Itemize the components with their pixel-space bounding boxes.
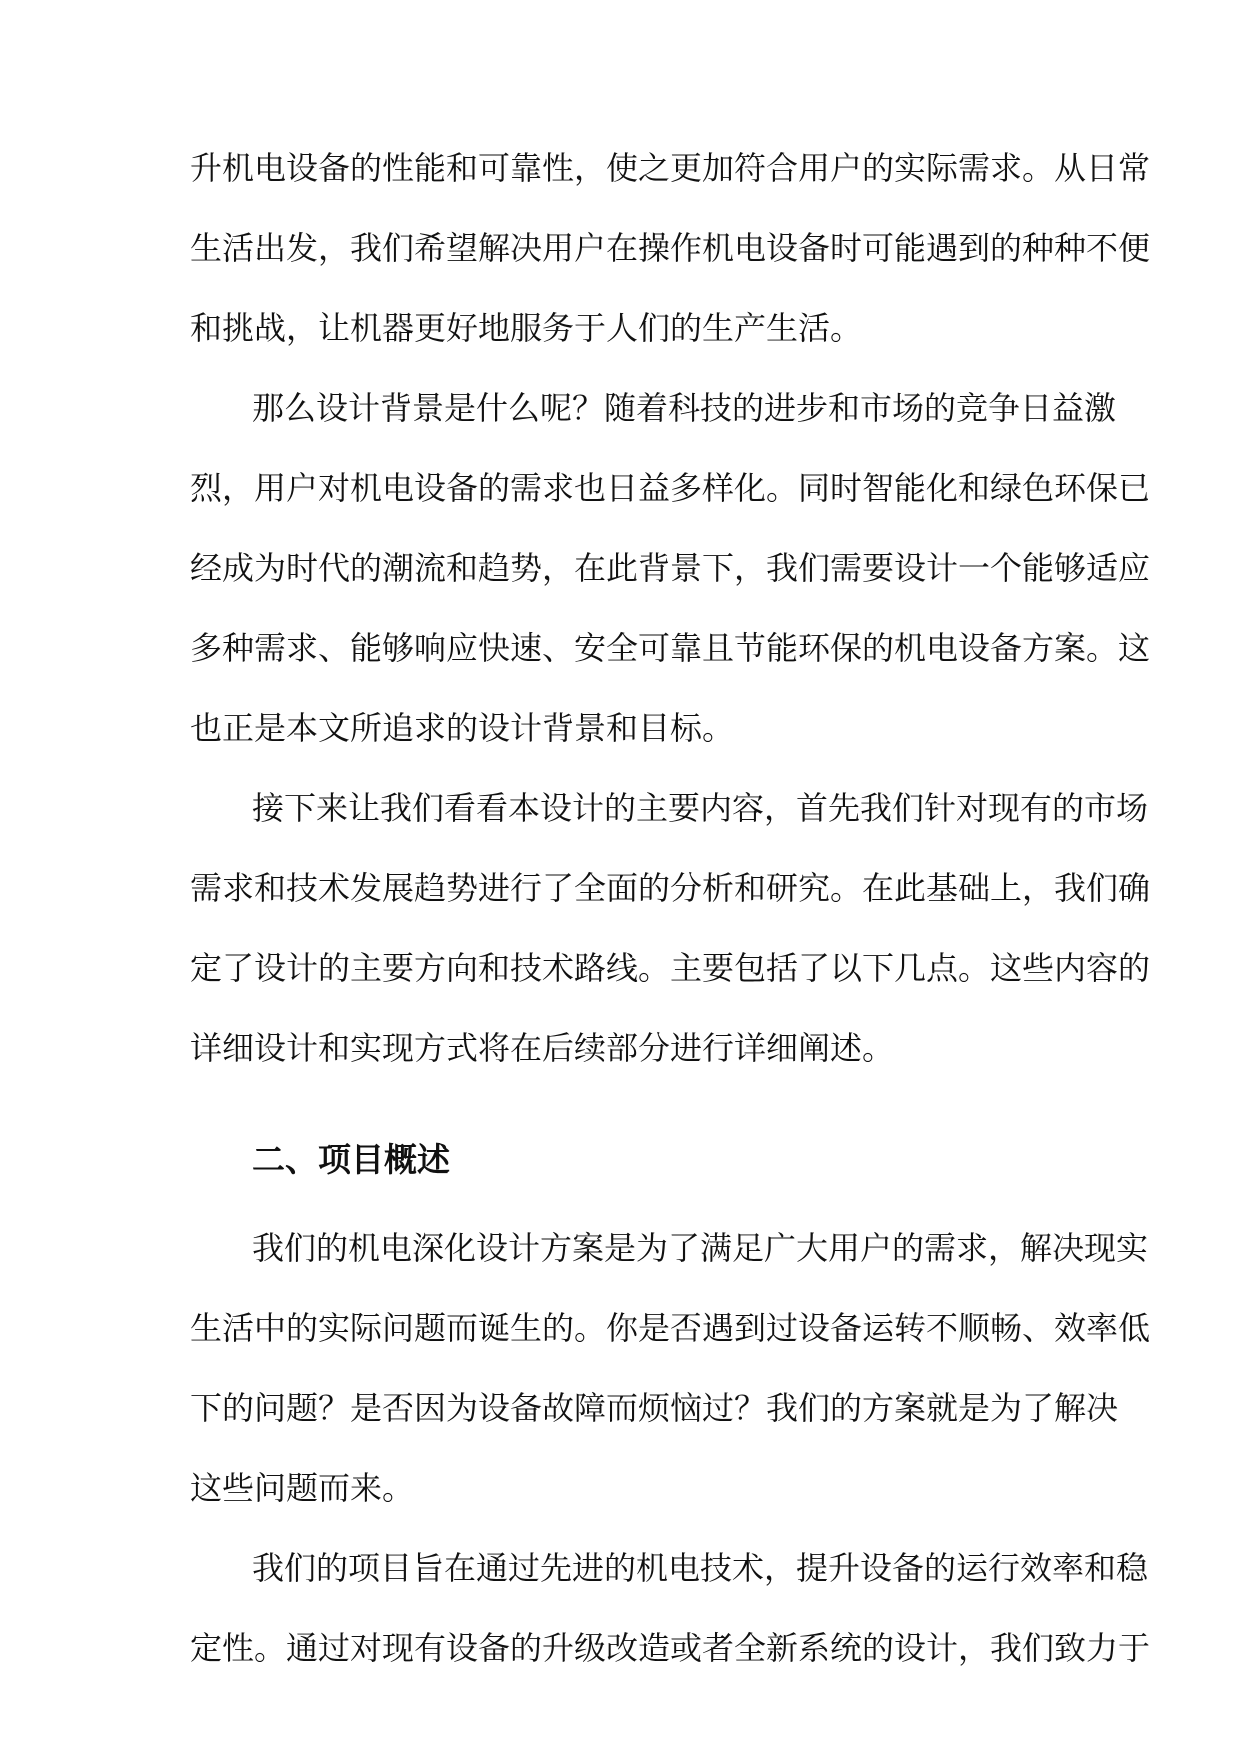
text-line: 升机电设备的性能和可靠性，使之更加符合用户的实际需求。从日常 [190, 149, 1151, 187]
text-line: 这些问题而来。 [190, 1469, 415, 1507]
text-line: 生活中的实际问题而诞生的。你是否遇到过设备运转不顺畅、效率低 [190, 1309, 1151, 1347]
paragraph-project-goal [190, 1528, 1151, 1688]
text-line: 我们的项目旨在通过先进的机电技术，提升设备的运行效率和稳 [252, 1549, 1149, 1587]
text-line: 下的问题？是否因为设备故障而烦恼过？我们的方案就是为了解决 [190, 1389, 1119, 1427]
text-line: 和挑战，让机器更好地服务于人们的生产生活。 [190, 309, 863, 347]
text-line: 定性。通过对现有设备的升级改造或者全新系统的设计，我们致力于 [190, 1629, 1151, 1667]
paragraph-user-needs [190, 128, 1151, 368]
text-line: 烈，用户对机电设备的需求也日益多样化。同时智能化和绿色环保已 [190, 469, 1151, 507]
text-line: 也正是本文所追求的设计背景和目标。 [190, 709, 735, 747]
text-line: 详细设计和实现方式将在后续部分进行详细阐述。 [190, 1029, 895, 1067]
text-line: 经成为时代的潮流和趋势，在此背景下，我们需要设计一个能够适应 [190, 549, 1151, 587]
text-line: 定了设计的主要方向和技术路线。主要包括了以下几点。这些内容的 [190, 949, 1151, 987]
text-line: 那么设计背景是什么呢？随着科技的进步和市场的竞争日益激 [252, 389, 1117, 427]
text-line: 多种需求、能够响应快速、安全可靠且节能环保的机电设备方案。这 [190, 629, 1151, 667]
text-line: 我们的机电深化设计方案是为了满足广大用户的需求，解决现实 [252, 1229, 1149, 1267]
section-heading: 二、项目概述 [252, 1140, 450, 1179]
paragraph-main-content [190, 768, 1151, 1088]
paragraph-design-background [190, 368, 1151, 768]
text-line: 需求和技术发展趋势进行了全面的分析和研究。在此基础上，我们确 [190, 869, 1151, 907]
text-line: 接下来让我们看看本设计的主要内容，首先我们针对现有的市场 [252, 789, 1149, 827]
text-line: 生活出发，我们希望解决用户在操作机电设备时可能遇到的种种不便 [190, 229, 1151, 267]
paragraph-project-purpose [190, 1208, 1151, 1528]
document-page [190, 128, 1151, 1688]
